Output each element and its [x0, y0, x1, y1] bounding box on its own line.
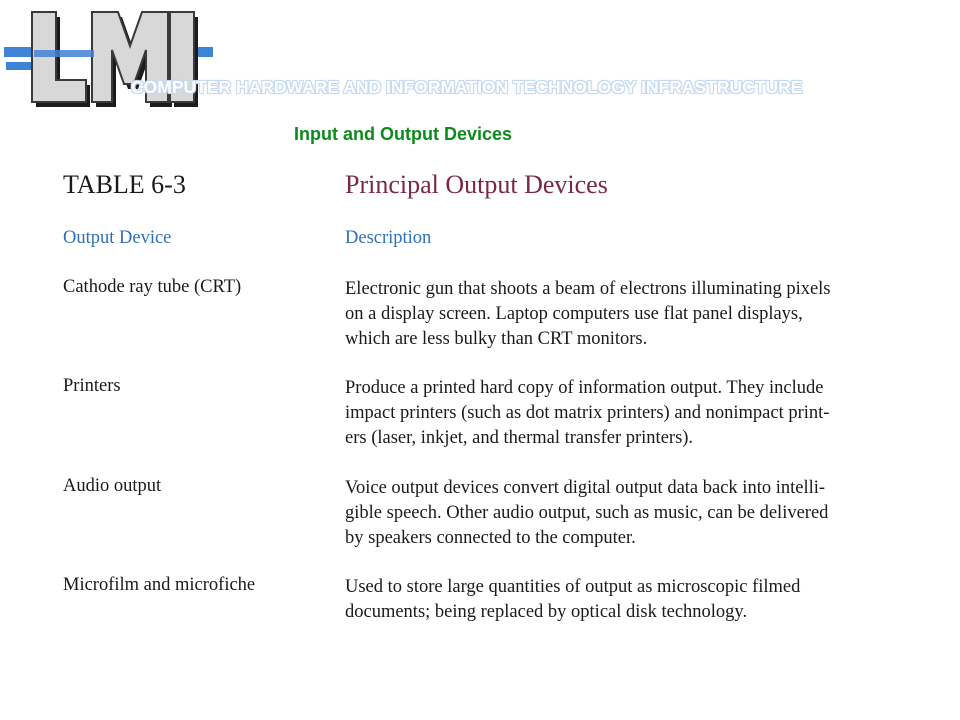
description-line: on a display screen. Laptop computers use flat panel displays, [345, 304, 803, 324]
description-line: Used to store large quantities of output as microscopic filmed [345, 577, 801, 597]
table-label: TABLE 6-3 [63, 170, 186, 199]
table-row-device: Cathode ray tube (CRT) [63, 277, 242, 297]
description-line: ers (laser, inkjet, and thermal transfer printers). [345, 428, 694, 448]
table-row-description [345, 575, 925, 625]
description-line: by speakers connected to the computer. [345, 528, 636, 548]
table-row-device: Audio output [63, 476, 162, 496]
table-title: Principal Output Devices [345, 170, 608, 199]
slide-subtitle: Input and Output Devices [294, 124, 513, 144]
table-row-description [345, 277, 925, 352]
description-line: documents; being replaced by optical disk technology. [345, 602, 748, 622]
header-banner: COMPUTER HARDWARE AND INFORMATION TECHNOLOGY INFRASTRUCTURE [131, 77, 803, 97]
column-header-description: Description [345, 228, 432, 248]
table-row-description [345, 376, 925, 451]
column-header-output-device: Output Device [63, 228, 172, 248]
description-line: which are less bulky than CRT monitors. [345, 329, 648, 349]
lmi-logo [0, 0, 220, 120]
table-row-device: Printers [63, 376, 121, 396]
description-line: Produce a printed hard copy of information output. They include [345, 378, 824, 398]
table-row-device: Microfilm and microfiche [63, 575, 256, 595]
description-line: Electronic gun that shoots a beam of electrons illuminating pixels [345, 279, 831, 299]
description-line: Voice output devices convert digital output data back into intelli- [345, 478, 826, 498]
description-line: gible speech. Other audio output, such as music, can be delivered [345, 503, 829, 523]
table-row-description [345, 476, 925, 551]
description-line: impact printers (such as dot matrix printers) and nonimpact print- [345, 403, 830, 423]
